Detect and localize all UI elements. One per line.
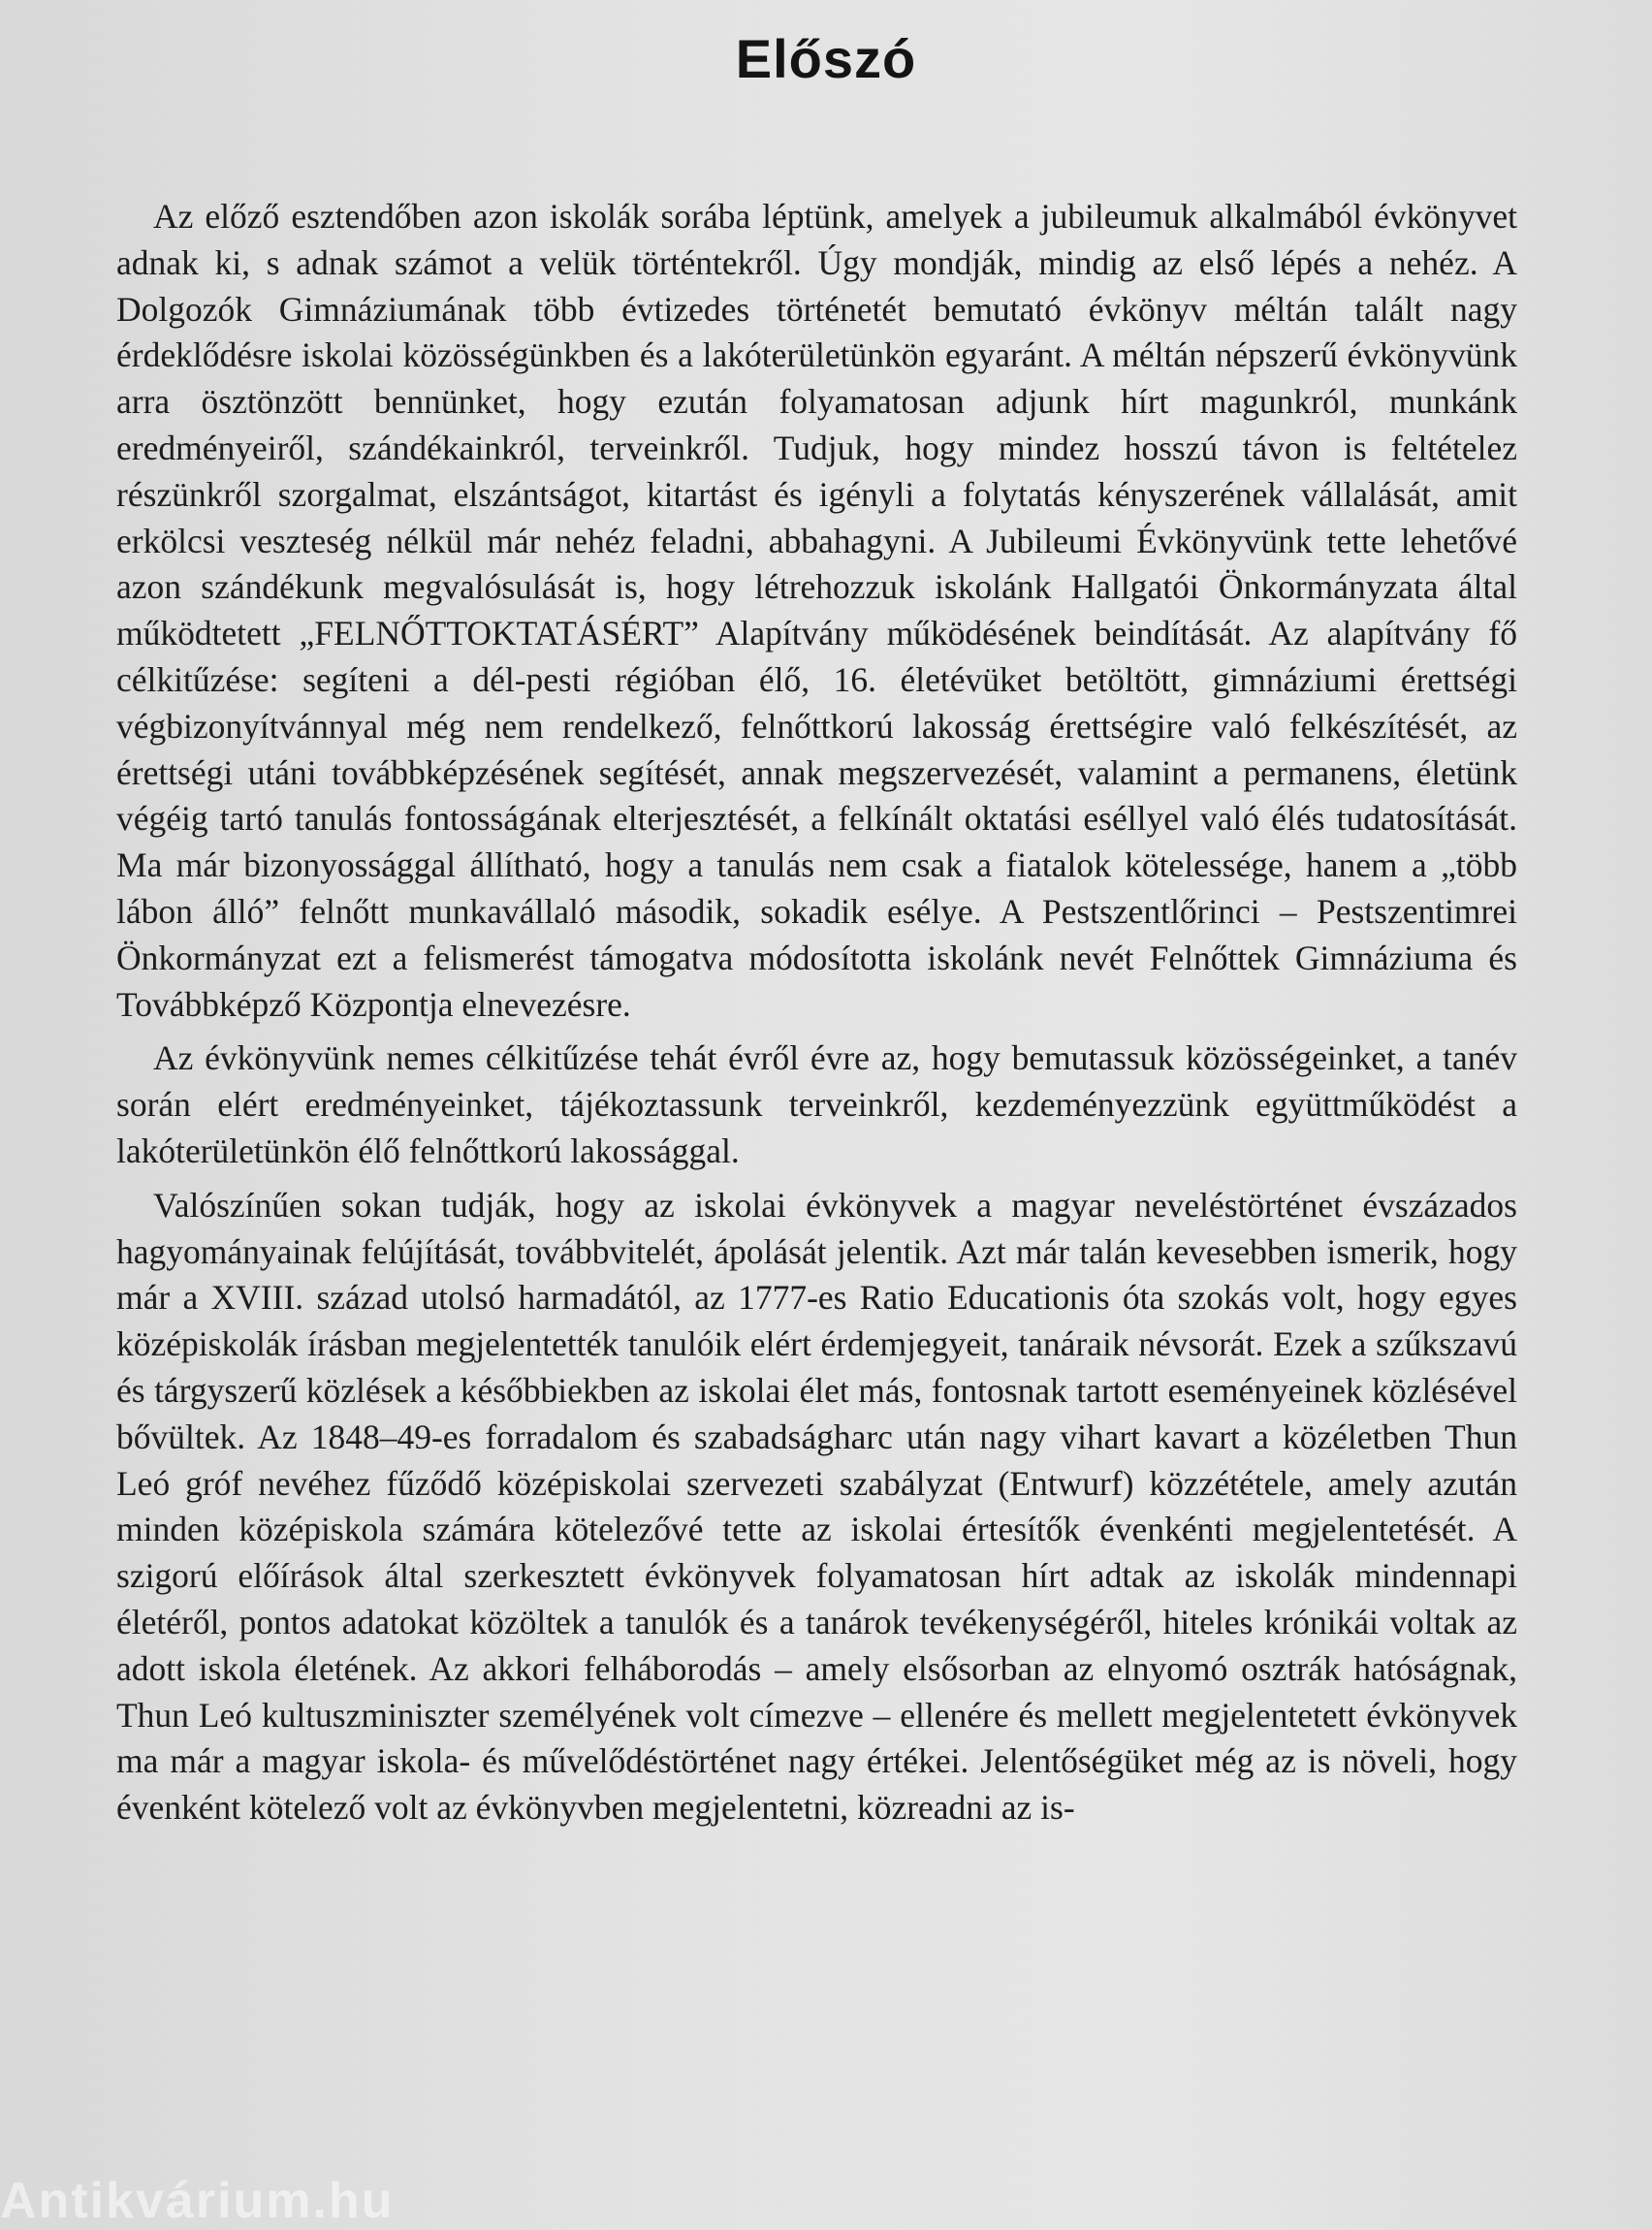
paragraph-2: Az évkönyvünk nemes célkitűzése tehát évről évre az, hogy bemutassuk közösségeinket, a tanév során elért eredményeinket, tájékoztassunk terveinkről, kezdeményezzünk együttműködést a lakóterületünkön élő felnőttkorú lakossággal. — [116, 1038, 1517, 1170]
paragraph-3: Valószínűen sokan tudják, hogy az iskolai évkönyvek a magyar neveléstörténet évszázados hagyományainak felújítását, továbbvitelét, ápolását jelentik. Azt már talán kevesebben ismerik, hogy már a XVIII. század utolsó harmadától, az 1777-es Ratio Educationis óta szokás volt, hogy egyes középiskolák írásban megjelentették tanulóik elért érdemjegyeit, tanáraik névsorát. Ezek a szűkszavú és tárgyszerű közlések a későbbiekben az iskolai élet más, fontosnak tartott eseményeinek közlésével bővültek. Az 1848–49-es forradalom és szabadságharc után nagy vihart kavart a közéletben Thun Leó gróf nevéhez fűződő középiskolai szervezeti szabályzat (Entwurf) közzététele, amely azután minden középiskola számára kötelezővé tette az iskolai értesítők évenkénti megjelentetését. A szigorú előírások által szerkesztett évkönyvek folyamatosan hírt adtak az iskolák mindennapi életéről, pontos adatokat közöltek a tanulók és a tanárok tevékenységéről, hiteles krónikái voltak az adott iskola életének. Az akkori felháborodás – amely elsősorban az elnyomó osztrák hatóságnak, Thun Leó kultuszminiszter személyének volt címezve – ellenére és mellett megjelentetett évkönyvek ma már a magyar iskola- és művelődéstörténet nagy értékei. Jelentőségüket még az is növeli, hogy évenként kötelező volt az évkönyvben megjelentetni, közreadni az is- — [116, 1185, 1517, 1828]
paragraph-1: Az előző esztendőben azon iskolák sorába léptünk, amelyek a jubileumuk alkalmából évkönyvet adnak ki, s adnak számot a velük történtekről. Úgy mondják, mindig az első lépés a nehéz. A Dolgozók Gimnáziumának több évtizedes történetét bemutató évkönyv méltán talált nagy érdeklődésre iskolai közösségünkben és a lakóterületünkön egyaránt. A méltán népszerű évkönyvünk arra ösztönzött bennünket, hogy ezután folyamatosan adjunk hírt magunkról, munkánk eredményeiről, szándékainkról, terveinkről. Tudjuk, hogy mindez hosszú távon is feltételez részünkről szorgalmat, elszántságot, kitartást és igényli a folytatás kényszerének vállalását, amit erkölcsi veszteség nélkül már nehéz feladni, abbahagyni. A Jubileumi Évkönyvünk tette lehetővé azon szándékunk megvalósulását is, hogy létrehozzuk iskolánk Hallgatói Önkormányzata által működtetett „FELNŐTTOKTATÁSÉRT” Alapítvány működésének beindítását. Az alapítvány fő célkitűzése: segíteni a dél-pesti régióban élő, 16. életévüket betöltött, gimnáziumi érettségi végbizonyítvánnyal még nem rendelkező, felnőttkorú lakosság érettségire való felkészítését, az érettségi utáni továbbképzésének segítését, annak megszervezését, valamint a permanens, életünk végéig tartó tanulás fontosságának elterjesztését, a felkínált oktatási eséllyel való élés tudatosítását. Ma már bizonyossággal állítható, hogy a tanulás nem csak a fiatalok kötelessége, hanem a „több lábon álló” felnőtt munkavállaló második, sokadik esélye. A Pestszentlőrinci – Pestszentimrei Önkormányzat ezt a felismerést támogatva módosította iskolánk nevét Felnőttek Gimnáziuma és Továbbképző Központja elnevezésre. — [116, 197, 1517, 1024]
page-title: Előszó — [735, 28, 917, 89]
preface-body — [116, 194, 1517, 1839]
watermark: Antikvárium.hu — [0, 2173, 395, 2229]
